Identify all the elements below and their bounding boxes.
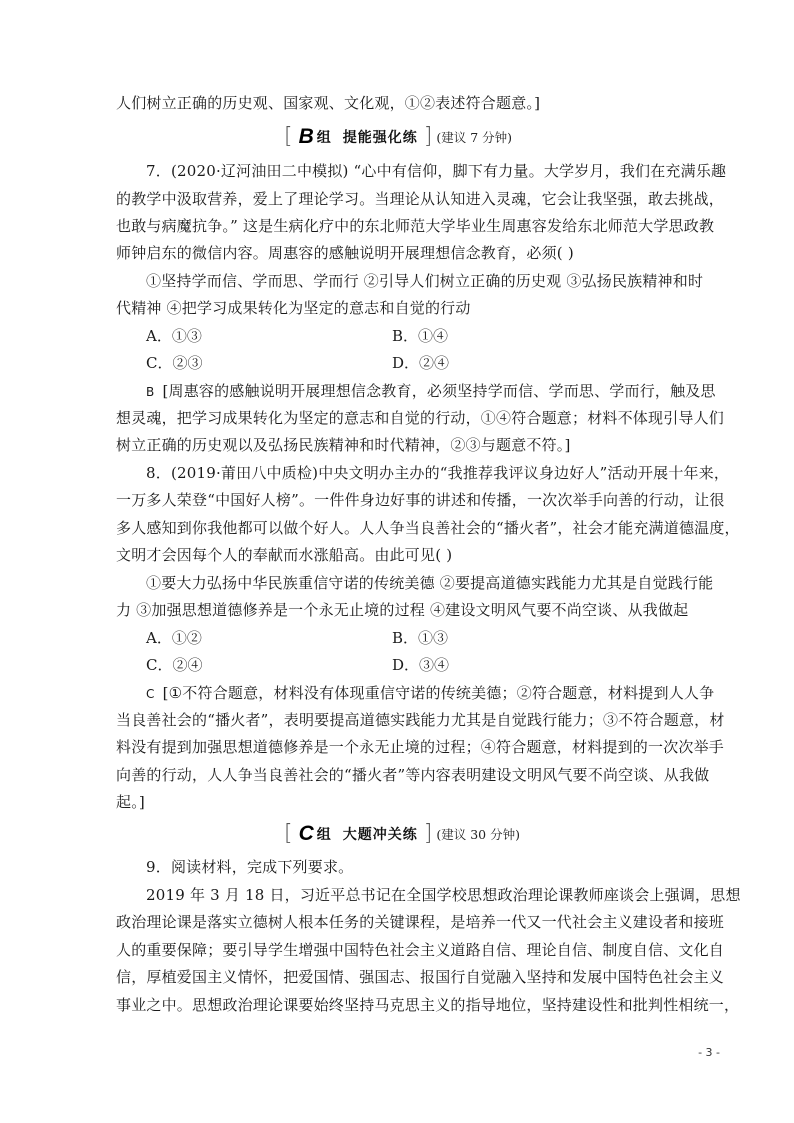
option-c: C．②③ [146,354,203,372]
answer-analysis: C [①不符合题意，材料没有体现重信守诺的传统美德；②符合题意，材料提到人人争 [146,684,715,702]
option-b: B．①③ [392,629,449,647]
question-stem: 一万多人荣登“中国好人榜”。一件件身边好事的讲述和传播，一次次举手向善的行动，让很 [116,491,725,509]
option-c: C．②④ [146,656,203,674]
material-text: 事业之中。思想政治理论课要始终坚持马克思主义的指导地位，坚持建设性和批判性相统一， [116,996,740,1014]
question-items: ①要大力弘扬中华民族重信守诺的传统美德 ②要提高道德实践能力尤其是自觉践行能 [146,574,714,592]
section-title: 大题冲关练 [342,827,418,843]
text-line: 人们树立正确的历史观、国家观、文化观，①②表述符合题意。] [116,94,541,112]
option-d: D．②④ [392,354,450,372]
left-bracket-icon: [ [284,124,293,149]
question-stem: 的教学中汲取营养，爱上了理论学习。当理论从认知进入灵魂，它会让我坚强，敢去挑战， [116,190,725,208]
question-items: 力 ③加强思想道德修养是一个永无止境的过程 ④建设文明风气要不尚空谈、从我做起 [116,601,689,619]
page-number: - 3 - [698,1046,720,1059]
group-letter: B [298,125,314,148]
group-letter: C [298,822,314,845]
question-stem: 也敢与病魔抗争。” 这是生病化疗中的东北师范大学毕业生周惠容发给东北师范大学思政教 [116,217,715,235]
answer-analysis: B [周惠容的感触说明开展理想信念教育，必须坚持学而信、学而思、学而行，触及思 [146,382,716,400]
question-stem: 9．阅读材料，完成下列要求。 [146,858,354,876]
option-a: A．①② [146,629,202,647]
material-text: 2019 年 3 月 18 日，习近平总书记在全国学校思想政治理论课教师座谈会上强调，思想 [146,886,741,904]
right-bracket-icon: ] [423,124,433,149]
answer-analysis: 料没有提到加强思想道德修养是一个永无止境的过程；④符合题意，材料提到的一次次举手 [116,738,725,756]
group-word: 组 [316,130,331,146]
answer-letter: B [146,385,155,399]
question-stem: 7．(2020·辽河油田二中模拟) “心中有信仰，脚下有力量。大学岁月，我们在充满乐趣 [146,162,727,180]
material-text: 信，厚植爱国主义情怀，把爱国情、强国志、报国行自觉融入坚持和发展中国特色社会主义 [116,968,725,986]
section-header-c [284,821,520,847]
material-text: 政治理论课是落实立德树人根本任务的关键课程，是培养一代又一代社会主义建设者和接班 [116,913,725,931]
option-d: D．③④ [392,656,450,674]
answer-analysis: 当良善社会的“播火者”，表明要提高道德实践能力尤其是自觉践行能力；③不符合题意，材 [116,711,725,729]
right-bracket-icon: ] [423,821,433,846]
question-items: 代精神 ④把学习成果转化为坚定的意志和自觉的行动 [116,299,471,317]
section-header-b [284,124,512,150]
question-stem: 文明才会因每个人的奉献而水涨船高。由此可见( ) [116,546,453,564]
left-bracket-icon: [ [284,821,293,846]
question-stem: 8．(2019·莆田八中质检)中央文明办主办的“我推荐我评议身边好人”活动开展十年来， [146,464,730,482]
question-stem: 师钟启东的微信内容。周惠容的感触说明开展理想信念教育，必须( ) [116,244,574,262]
answer-analysis: 树立正确的历史观以及弘扬民族精神和时代精神，②③与题意不符。] [116,436,571,454]
question-items: ①坚持学而信、学而思、学而行 ②引导人们树立正确的历史观 ③弘扬民族精神和时 [146,272,704,290]
answer-letter: C [146,687,155,701]
group-word: 组 [316,827,331,843]
material-text: 人的重要保障；要引导学生增强中国特色社会主义道路自信、理论自信、制度自信、文化自 [116,941,725,959]
answer-analysis: 起。] [116,793,145,811]
option-a: A．①③ [146,327,202,345]
question-stem: 多人感知到你我他都可以做个好人。人人争当良善社会的“播火者”，社会才能充满道德温度， [116,519,740,537]
time-suggestion: (建议 30 分钟) [436,827,520,842]
answer-analysis: 想灵魂，把学习成果转化为坚定的意志和自觉的行动，①④符合题意；材料不体现引导人们 [116,409,725,427]
option-b: B．①④ [392,327,449,345]
answer-analysis: 向善的行动，人人争当良善社会的“播火者”等内容表明建设文明风气要不尚空谈、从我做 [116,766,710,784]
section-title: 提能强化练 [342,130,418,146]
time-suggestion: (建议 7 分钟) [436,130,513,145]
